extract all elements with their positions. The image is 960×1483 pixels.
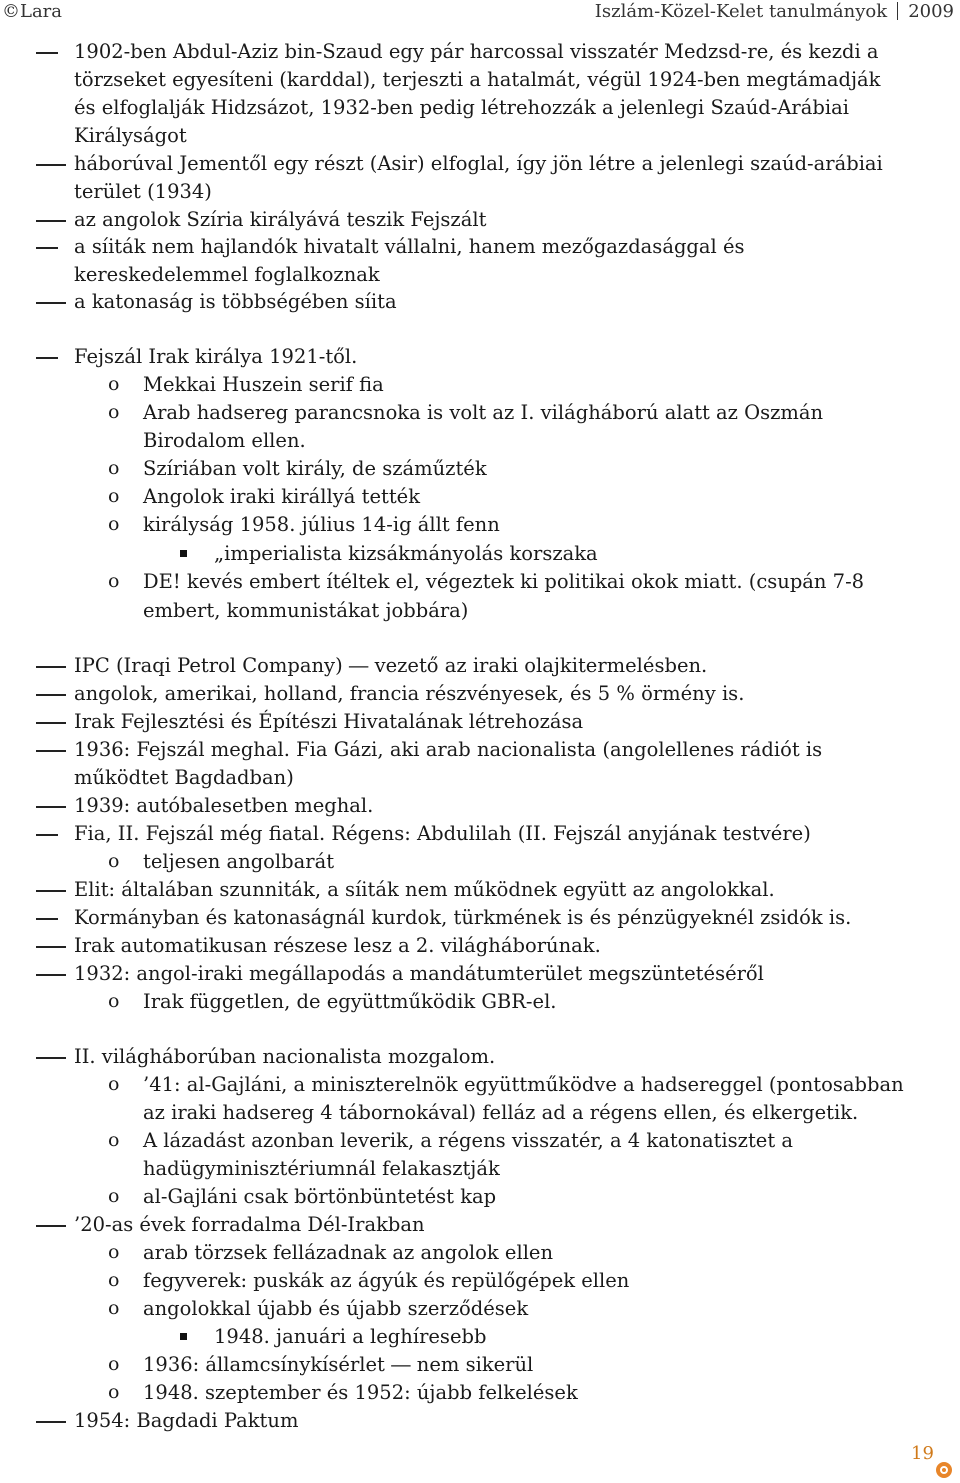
line-text: A lázadást azonban leverik, a régens visszatér, a 4 katonatisztet a [143,1129,793,1152]
circle-bullet-icon: o [108,850,120,872]
circle-bullet-icon: o [108,570,120,592]
line-text: teljesen angolbarát [143,850,335,873]
line-text: DE! kevés embert ítéltek el, végeztek ki politikai okok miatt. (csupán 7-8 [143,570,865,593]
line-text: Szíriában volt király, de száműzték [143,457,487,480]
line-text: ’41: al-Gajláni, a miniszterelnök együttműködve a hadsereggel (pontosabban [143,1073,904,1096]
line-text: Birodalom ellen. [143,429,306,452]
logo-icon [936,1462,952,1478]
line-text: Irak automatikusan részese lesz a 2. világháborúnak. [74,934,601,957]
circle-bullet-icon: o [108,1185,120,1207]
dash-bullet-icon [36,918,58,920]
line-text: Fia, II. Fejszál még fiatal. Régens: Abdulilah (II. Fejszál anyjának testvére) [74,822,811,845]
circle-bullet-icon: o [108,401,120,423]
line-text: hadügyminisztériumnál felakasztják [143,1157,500,1180]
line-text: és elfoglalják Hidzsázot, 1932-ben pedig létrehozzák a jelenlegi Szaúd-Arábiai [74,96,849,119]
line-text: 1939: autóbalesetben meghal. [74,794,374,817]
header-year: 2009 [908,1,954,22]
header-author: ©Lara [2,1,63,22]
dash-bullet-icon [36,357,58,359]
line-text: „imperialista kizsákmányolás korszaka [214,542,598,565]
square-bullet-icon [180,1333,187,1340]
line-text: Arab hadsereg parancsnoka is volt az I. világháború alatt az Oszmán [143,401,824,424]
dash-bullet-icon [36,52,58,54]
line-text: Elit: általában szunniták, a síiták nem működnek együtt az angolokkal. [74,878,775,901]
line-text: működtet Bagdadban) [74,766,294,789]
line-text: arab törzsek fellázadnak az angolok ellen [143,1241,554,1264]
line-text: ’20-as évek forradalma Dél-Irakban [74,1213,425,1236]
line-text: Irak független, de együttműködik GBR-el. [143,990,557,1013]
circle-bullet-icon: o [108,373,120,395]
line-text: fegyverek: puskák az ágyúk és repülőgépek ellen [143,1269,630,1292]
line-text: 1948. szeptember és 1952: újabb felkelések [143,1381,578,1404]
dash-bullet-icon [36,302,66,304]
dash-bullet-icon [36,1421,66,1423]
line-text: 1948. januári a leghíresebb [214,1325,487,1348]
dash-bullet-icon [36,164,66,166]
line-text: angolok, amerikai, holland, francia részvényesek, és 5 % örmény is. [74,682,745,705]
line-text: Irak Fejlesztési és Építészi Hivatalának létrehozása [74,710,584,733]
line-text: 1932: angol-iraki megállapodás a mandátumterület megszüntetéséről [74,962,764,985]
line-text: IPC (Iraqi Petrol Company) ― vezető az iraki olajkitermelésben. [74,654,708,677]
page-number: 19 [911,1443,934,1464]
line-text: a síiták nem hajlandók hivatalt vállalni, hanem mezőgazdasággal és [74,235,745,258]
circle-bullet-icon: o [108,990,120,1012]
dash-bullet-icon [36,220,66,222]
dash-bullet-icon [36,1225,66,1227]
circle-bullet-icon: o [108,1297,120,1319]
line-text: a katonaság is többségében síita [74,290,397,313]
line-text: Angolok iraki királlyá tették [143,485,421,508]
circle-bullet-icon: o [108,1269,120,1291]
line-text: törzseket egyesíteni (karddal), terjeszti a hatalmát, végül 1924-ben megtámadják [74,68,881,91]
circle-bullet-icon: o [108,513,120,535]
dash-bullet-icon [36,1057,66,1059]
line-text: királyság 1958. július 14-ig állt fenn [143,513,500,536]
line-text: 1954: Bagdadi Paktum [74,1409,299,1432]
line-text: al-Gajláni csak börtönbüntetést kap [143,1185,497,1208]
line-text: az iraki hadsereg 4 tábornokával) felláz ad a régens ellen, és elkergetik. [143,1101,859,1124]
line-text: Mekkai Huszein serif fia [143,373,384,396]
circle-bullet-icon: o [108,1241,120,1263]
dash-bullet-icon [36,946,66,948]
dash-bullet-icon [36,890,66,892]
square-bullet-icon [180,550,187,557]
line-text: embert, kommunistákat jobbára) [143,599,469,622]
page-header [0,0,960,26]
line-text: az angolok Szíria királyává teszik Fejszált [74,208,487,231]
line-text: angolokkal újabb és újabb szerződések [143,1297,529,1320]
line-text: Királyságot [74,124,187,147]
dash-bullet-icon [36,722,66,724]
dash-bullet-icon [36,974,66,976]
line-text: kereskedelemmel foglalkoznak [74,263,380,286]
line-text: Fejszál Irak királya 1921-től. [74,345,358,368]
dash-bullet-icon [36,666,66,668]
dash-bullet-icon [36,694,66,696]
circle-bullet-icon: o [108,1353,120,1375]
dash-bullet-icon [36,750,66,752]
line-text: 1902-ben Abdul-Aziz bin-Szaud egy pár harcossal visszatér Medzsd-re, és kezdi a [74,40,879,63]
circle-bullet-icon: o [108,1073,120,1095]
header-title: Iszlám-Közel-Kelet tanulmányok [594,1,888,22]
circle-bullet-icon: o [108,457,120,479]
line-text: terület (1934) [74,180,212,203]
header-separator [897,2,898,20]
line-text: Kormányban és katonaságnál kurdok, türkmének is és pénzügyeknél zsidók is. [74,906,852,929]
line-text: háborúval Jementől egy részt (Asir) elfoglal, így jön létre a jelenlegi szaúd-arábiai [74,152,883,175]
header-title-block [595,0,954,24]
circle-bullet-icon: o [108,1381,120,1403]
line-text: 1936: Fejszál meghal. Fia Gázi, aki arab nacionalista (angolellenes rádiót is [74,738,823,761]
line-text: 1936: államcsínykísérlet ― nem sikerül [143,1353,534,1376]
circle-bullet-icon: o [108,1129,120,1151]
dash-bullet-icon [36,834,58,836]
dash-bullet-icon [36,806,66,808]
line-text: II. világháborúban nacionalista mozgalom. [74,1045,496,1068]
circle-bullet-icon: o [108,485,120,507]
dash-bullet-icon [36,247,58,249]
